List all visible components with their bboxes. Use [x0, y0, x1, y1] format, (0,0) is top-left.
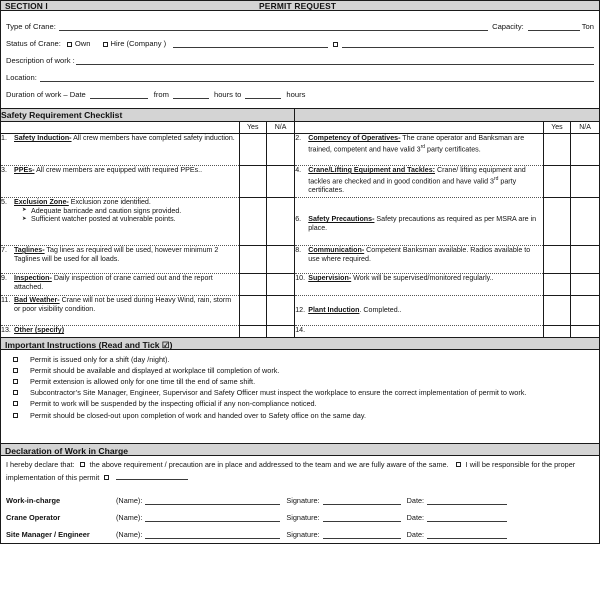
name-label: (Name): — [116, 529, 143, 539]
item-text: Competent Banksman available. Radios available to use where required. — [308, 246, 531, 263]
na-box-2[interactable] — [571, 134, 599, 166]
duration-label: Duration of work – Date — [6, 90, 86, 99]
item-number: 12. — [295, 306, 306, 314]
checklist-item-12 — [295, 296, 544, 326]
item-keyword: Supervision- — [308, 274, 352, 282]
status-of-crane-row — [6, 31, 594, 48]
name-input[interactable] — [145, 495, 280, 505]
signature-input[interactable] — [323, 529, 401, 539]
type-of-crane-label: Type of Crane: — [6, 22, 56, 31]
item-text: Safety precautions as required as per MSRA are in place. — [308, 215, 537, 232]
item-number: 8. — [295, 246, 302, 254]
item-keyword: Crane/Lifting Equipment and Tackles: — [308, 166, 436, 174]
checklist-title: Safety Requirement Checklist — [1, 109, 295, 122]
hours-to-label: hours to — [213, 90, 242, 99]
instruction-text: Permit should be available and displayed at workplace till completion of work. — [30, 365, 280, 375]
declaration-clause-1: the above requirement / precaution are in place and addressed to the team and we are fully aware of the same. — [89, 459, 449, 469]
checklist-item-14 — [295, 326, 544, 337]
table-row — [1, 246, 599, 274]
status-of-crane-label: Status of Crane: — [6, 39, 61, 48]
signature-label: Signature: — [286, 512, 320, 522]
name-input[interactable] — [145, 529, 280, 539]
yes-box-7[interactable] — [239, 246, 266, 274]
signatory-label: Site Manager / Engineer — [6, 529, 90, 539]
item-text: Daily inspection of crane carried out and the report attached. — [14, 274, 213, 291]
header-spacer-left — [1, 122, 239, 134]
item-keyword: Communication- — [308, 246, 365, 254]
table-row — [1, 134, 599, 166]
item-number: 9. — [1, 274, 7, 282]
instruction-checkbox[interactable] — [13, 379, 18, 384]
capacity-input[interactable] — [528, 21, 580, 31]
signature-label: Signature: — [286, 495, 320, 505]
declaration-intro: I hereby declare that: — [6, 459, 75, 469]
checklist-item-13 — [1, 326, 239, 337]
signature-label: Signature: — [286, 529, 320, 539]
checklist-item-5 — [1, 198, 239, 246]
date-input[interactable] — [427, 529, 507, 539]
na-box-10[interactable] — [571, 274, 599, 296]
item-number: 3. — [1, 166, 7, 174]
declaration-checkbox-1[interactable] — [80, 462, 85, 467]
signature-row-work-in-charge — [6, 488, 594, 505]
item-number: 13. — [1, 326, 11, 334]
description-of-work-row — [6, 48, 594, 65]
item-text: All crew members are equipped with required PPEs.. — [34, 166, 203, 174]
table-row — [1, 198, 599, 246]
checklist-item-3 — [1, 166, 239, 198]
table-row — [1, 296, 599, 326]
na-box-6[interactable] — [571, 198, 599, 246]
checkbox-hire[interactable] — [103, 42, 108, 47]
item-number: 10. — [295, 274, 306, 282]
location-label: Location: — [6, 73, 37, 82]
declaration-checkbox-3[interactable] — [104, 475, 109, 480]
na-box-13[interactable] — [266, 326, 294, 337]
checkbox-other-status[interactable] — [333, 42, 338, 47]
declaration-extra-input[interactable] — [116, 470, 188, 480]
item-sup: rd — [493, 175, 499, 182]
yes-box-3[interactable] — [239, 166, 266, 198]
item-number: 2. — [295, 134, 302, 142]
item-keyword: PPEs- — [14, 166, 35, 174]
na-box-4[interactable] — [571, 166, 599, 198]
yes-box-4[interactable] — [543, 166, 570, 198]
signature-row-crane-operator — [6, 505, 594, 522]
description-of-work-input[interactable] — [76, 55, 594, 65]
duration-of-work-row — [6, 82, 594, 99]
instruction-text: Subcontractor’s Site Manager, Engineer, Supervisor and Safety Officer must inspect the workplace to ensure the correct implementation of permit to work. — [30, 388, 527, 398]
instruction-checkbox[interactable] — [13, 413, 18, 418]
item-text: Exclusion zone identified. — [68, 198, 151, 206]
instruction-text: Permit is issued only for a shift (day /night). — [30, 354, 170, 364]
header-na-right: N/A — [571, 122, 599, 134]
declaration-title: Declaration of Work in Charge — [0, 444, 600, 456]
instruction-text: Permit should be closed-out upon completion of work and handed over to Safety office on the same day. — [30, 410, 366, 420]
checklist-title-spacer — [295, 109, 599, 122]
checkbox-own[interactable] — [67, 42, 72, 47]
date-input[interactable] — [427, 512, 507, 522]
signatory-label: Crane Operator — [6, 512, 61, 522]
table-row — [1, 326, 599, 337]
checklist-item-8 — [295, 246, 544, 274]
ton-label: Ton — [581, 22, 594, 31]
table-row — [1, 274, 599, 296]
yes-box-9[interactable] — [239, 274, 266, 296]
na-box-9[interactable] — [266, 274, 294, 296]
item-keyword: Taglines- — [14, 246, 45, 254]
item-text: The crane operator and Banksman are trained, competent and have valid 3 — [308, 134, 525, 153]
from-label: from — [153, 90, 169, 99]
item-keyword: Exclusion Zone- — [14, 198, 69, 206]
section-header-bar — [0, 0, 600, 11]
checklist-item-6 — [295, 198, 544, 246]
item-bullets — [14, 207, 237, 224]
signature-row-site-manager — [6, 522, 594, 539]
checklist-item-4 — [295, 166, 544, 198]
safety-requirement-checklist — [0, 109, 600, 338]
na-box-14[interactable] — [571, 326, 599, 337]
location-input[interactable] — [40, 72, 594, 82]
item-number: 11. — [1, 296, 11, 304]
capacity-label: Capacity: — [492, 22, 524, 31]
item-text: Work will be supervised/monitored regularly.. — [351, 274, 494, 282]
instruction-checkbox[interactable] — [13, 357, 18, 362]
item-number: 14. — [295, 326, 306, 334]
checklist-column-header-row — [1, 122, 599, 134]
item-keyword: Safety Precautions- — [308, 215, 375, 223]
signature-input[interactable] — [323, 495, 401, 505]
na-box-7[interactable] — [266, 246, 294, 274]
own-label: Own — [74, 39, 91, 48]
type-of-crane-input[interactable] — [59, 21, 488, 31]
item-text2: party certificates. — [308, 176, 517, 194]
description-of-work-label: Description of work : — [6, 56, 75, 65]
header-spacer-right — [295, 122, 544, 134]
yes-box-11[interactable] — [239, 296, 266, 326]
header-na-left: N/A — [266, 122, 294, 134]
date-input[interactable] — [427, 495, 507, 505]
bullet-item: ➤ Sufficient watcher posted at vulnerable points. — [31, 215, 237, 224]
item-keyword: Bad Weather- — [14, 296, 60, 304]
yes-box-1[interactable] — [239, 134, 266, 166]
item-text: Crane will not be used during Heavy Wind, rain, storm or poor visibility condition. — [14, 296, 232, 313]
na-box-8[interactable] — [571, 246, 599, 274]
item-sup: rd — [420, 143, 426, 150]
table-row — [1, 166, 599, 198]
na-box-3[interactable] — [266, 166, 294, 198]
declaration-body — [0, 456, 600, 544]
item-text2: party certificates. — [425, 144, 481, 153]
declaration-statement — [6, 459, 594, 484]
checklist-title-row — [1, 109, 599, 122]
name-input[interactable] — [145, 512, 280, 522]
checklist-item-11 — [1, 296, 239, 326]
checklist-item-7 — [1, 246, 239, 274]
item-number: 6. — [295, 215, 302, 223]
instruction-item — [7, 365, 593, 376]
name-label: (Name): — [116, 512, 143, 522]
item-keyword: Other (specify) — [14, 326, 65, 334]
date-label: Date: — [406, 529, 425, 539]
yes-box-12[interactable] — [543, 296, 570, 326]
item-number: 1. — [1, 134, 7, 142]
location-row — [6, 65, 594, 82]
important-instructions-title: Important Instructions (Read and Tick ☑) — [0, 338, 600, 350]
instruction-text: Permit extension is allowed only for one time till the end of same shift. — [30, 376, 256, 386]
instruction-item — [7, 387, 593, 398]
yes-box-5[interactable] — [239, 198, 266, 246]
header-yes-right: Yes — [543, 122, 570, 134]
item-number: 4. — [295, 166, 302, 174]
yes-box-2[interactable] — [543, 134, 570, 166]
instruction-text: Permit to work will be suspended by the inspecting official if any non-compliance noticed. — [30, 399, 317, 409]
instruction-checkbox[interactable] — [13, 390, 18, 395]
bullet-item: ➤ Adequate barricade and caution signs provided. — [31, 207, 237, 216]
section-label: SECTION I — [5, 0, 48, 11]
checklist-item-10 — [295, 274, 544, 296]
checklist-item-1 — [1, 134, 239, 166]
instruction-item — [7, 398, 593, 409]
instruction-checkbox[interactable] — [13, 401, 18, 406]
date-label: Date: — [406, 495, 425, 505]
yes-box-10[interactable] — [543, 274, 570, 296]
na-box-5[interactable] — [266, 198, 294, 246]
item-keyword: Inspection- — [14, 274, 52, 282]
na-box-1[interactable] — [266, 134, 294, 166]
duration-date-input[interactable] — [90, 89, 148, 99]
instruction-item — [7, 410, 593, 421]
crane-details-block — [0, 11, 600, 109]
na-box-11[interactable] — [266, 296, 294, 326]
yes-box-6[interactable] — [543, 198, 570, 246]
to-hours-input[interactable] — [245, 89, 281, 99]
hire-company-input[interactable] — [173, 38, 328, 48]
instruction-checkbox[interactable] — [13, 368, 18, 373]
instruction-item — [7, 376, 593, 387]
signatory-label: Work-in-charge — [6, 495, 61, 505]
page-title: PERMIT REQUEST — [259, 1, 337, 11]
checklist-item-9 — [1, 274, 239, 296]
item-keyword: Competency of Operatives- — [308, 134, 401, 142]
type-of-crane-row — [6, 14, 594, 31]
checklist-item-2 — [295, 134, 544, 166]
from-hours-input[interactable] — [173, 89, 209, 99]
yes-box-13[interactable] — [239, 326, 266, 337]
item-text: . Completed.. — [359, 306, 402, 314]
item-text: All crew members have completed safety induction. — [71, 134, 235, 142]
item-number: 7. — [1, 246, 7, 254]
other-status-input[interactable] — [342, 38, 594, 48]
important-instructions-body — [0, 350, 600, 444]
date-label: Date: — [406, 512, 425, 522]
na-box-12[interactable] — [571, 296, 599, 326]
item-keyword: Safety Induction- — [14, 134, 72, 142]
declaration-checkbox-2[interactable] — [456, 462, 461, 467]
yes-box-8[interactable] — [543, 246, 570, 274]
header-yes-left: Yes — [239, 122, 266, 134]
yes-box-14[interactable] — [543, 326, 570, 337]
item-number: 5. — [1, 198, 7, 206]
instruction-item — [7, 354, 593, 365]
hours-label: hours — [286, 90, 306, 99]
item-keyword: Plant Induction — [308, 306, 360, 314]
declaration-clause-2: I will be responsible for the proper implementation of this permit — [6, 459, 576, 482]
item-text: Tag lines as required will be used, however minimum 2 Taglines will be used for all loads. — [14, 246, 219, 263]
item-text: Crane/ lifting equipment and tackles are checked and in good condition and have valid 3 — [308, 166, 526, 185]
hire-label: Hire (Company ) — [110, 39, 167, 48]
name-label: (Name): — [116, 495, 143, 505]
signature-input[interactable] — [323, 512, 401, 522]
